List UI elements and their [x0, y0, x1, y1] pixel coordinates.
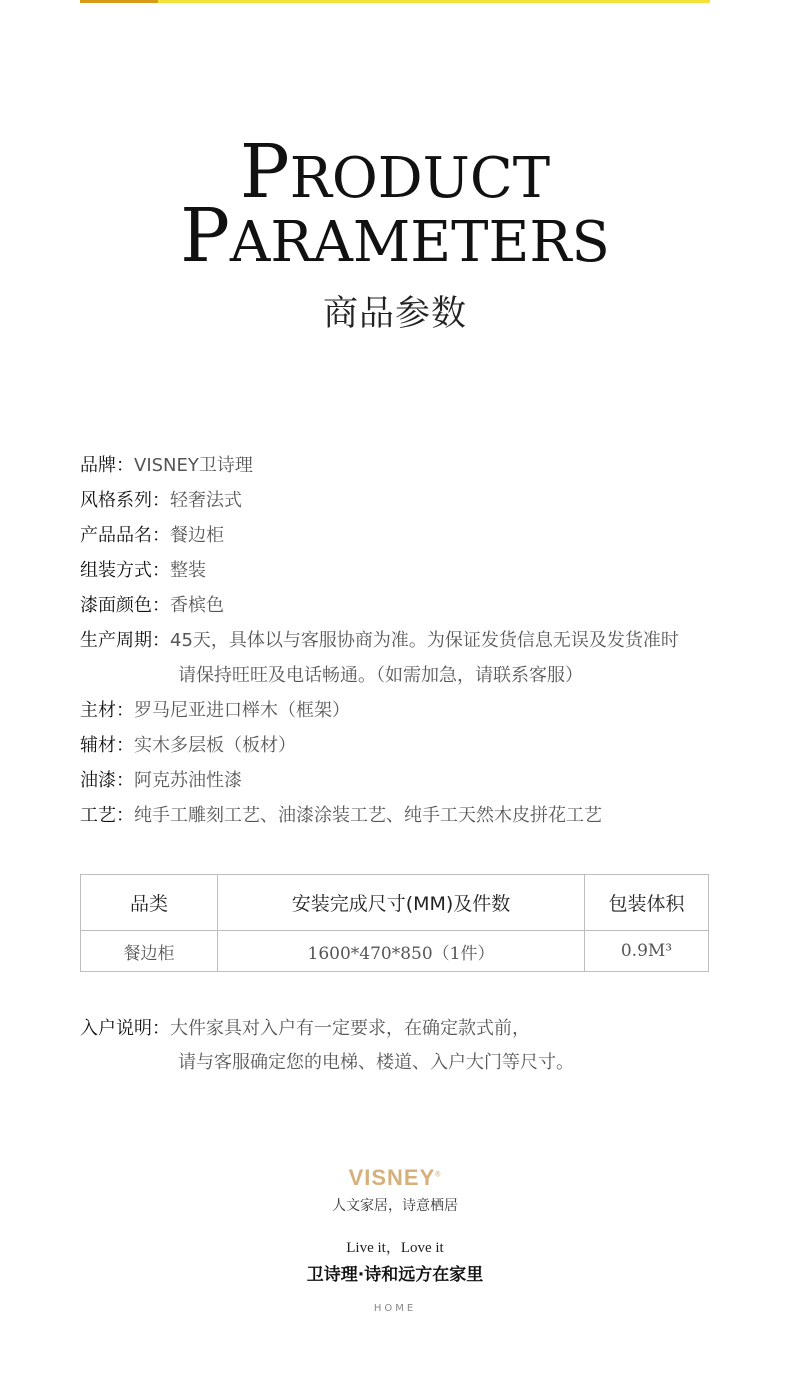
param-label: 产品品名：: [80, 525, 170, 546]
param-label: 辅材：: [80, 735, 134, 756]
spec-header-category: 品类: [81, 875, 218, 931]
title-line-1-rest: RODUCT: [289, 146, 551, 211]
param-style: [80, 483, 760, 518]
param-value: 香槟色: [170, 595, 224, 616]
param-value: 罗马尼亚进口榉木（框架）: [134, 700, 350, 721]
param-product-name: [80, 518, 760, 553]
top-accent-bar: [80, 0, 710, 3]
param-assembly: [80, 553, 760, 588]
brand-block: [0, 1165, 790, 1215]
brand-slogan: 卫诗理·诗和远方在家里: [306, 1265, 484, 1285]
param-label: 油漆：: [80, 770, 134, 791]
param-value: 整装: [170, 560, 206, 581]
param-main-material: [80, 693, 760, 728]
brand-live-motto: Live it，Love it: [346, 1240, 444, 1256]
param-value: 轻奢法式: [170, 490, 242, 511]
parameter-list: [80, 448, 760, 833]
param-label: 生产周期：: [80, 630, 170, 651]
brand-tagline: 人文家居，诗意栖居: [332, 1198, 458, 1214]
brand-logo-text: VISNEY: [348, 1165, 436, 1190]
brand-logo: [0, 1165, 790, 1191]
spec-header-size: 安装完成尺寸(MM)及件数: [218, 875, 585, 931]
spec-cell-volume: 0.9M³: [585, 931, 709, 972]
param-label: 工艺：: [80, 805, 134, 826]
param-craft: [80, 798, 760, 833]
registered-mark: ®: [435, 1171, 442, 1179]
param-value: VISNEY卫诗理: [134, 455, 253, 476]
top-accent-segment: [80, 0, 158, 3]
param-label: 主材：: [80, 700, 134, 721]
table-row: [81, 931, 709, 972]
param-label: 漆面颜色：: [80, 595, 170, 616]
spec-table-header-row: [81, 875, 709, 931]
param-label: 组装方式：: [80, 560, 170, 581]
param-label: 风格系列：: [80, 490, 170, 511]
delivery-note-line1: 大件家具对入户有一定要求，在确定款式前，: [170, 1018, 530, 1039]
param-paint: [80, 763, 760, 798]
title-line-2-rest: ARAMETERS: [229, 210, 610, 275]
param-production-cycle-cont: 请保持旺旺及电话畅通。（如需加急，请联系客服）: [178, 665, 583, 686]
param-value: 实木多层板（板材）: [134, 735, 296, 756]
param-value: 阿克苏油性漆: [134, 770, 242, 791]
param-value: 纯手工雕刻工艺、油漆涂装工艺、纯手工天然木皮拼花工艺: [134, 805, 602, 826]
param-finish-color: [80, 588, 760, 623]
param-value: 餐边柜: [170, 525, 224, 546]
home-label: HOME: [373, 1303, 417, 1314]
title-line-2-initial: P: [180, 193, 230, 279]
param-production-cycle: [80, 623, 760, 658]
param-brand: [80, 448, 760, 483]
param-aux-material: [80, 728, 760, 763]
param-label: 品牌：: [80, 455, 134, 476]
spec-cell-size: 1600*470*850（1件）: [218, 931, 585, 972]
delivery-note-line2: 请与客服确定您的电梯、楼道、入户大门等尺寸。: [178, 1052, 574, 1073]
param-value: 45天，具体以与客服协商为准。为保证发货信息无误及发货准时: [170, 630, 679, 651]
spec-table: [80, 874, 709, 972]
page-subtitle: 商品参数: [322, 294, 467, 334]
spec-cell-category: 餐边柜: [81, 931, 218, 972]
delivery-note: [80, 1012, 574, 1080]
spec-header-volume: 包装体积: [585, 875, 709, 931]
title-line-1-initial: P: [239, 129, 290, 215]
delivery-note-label: 入户说明：: [80, 1018, 170, 1039]
title-line-2: [0, 193, 790, 279]
